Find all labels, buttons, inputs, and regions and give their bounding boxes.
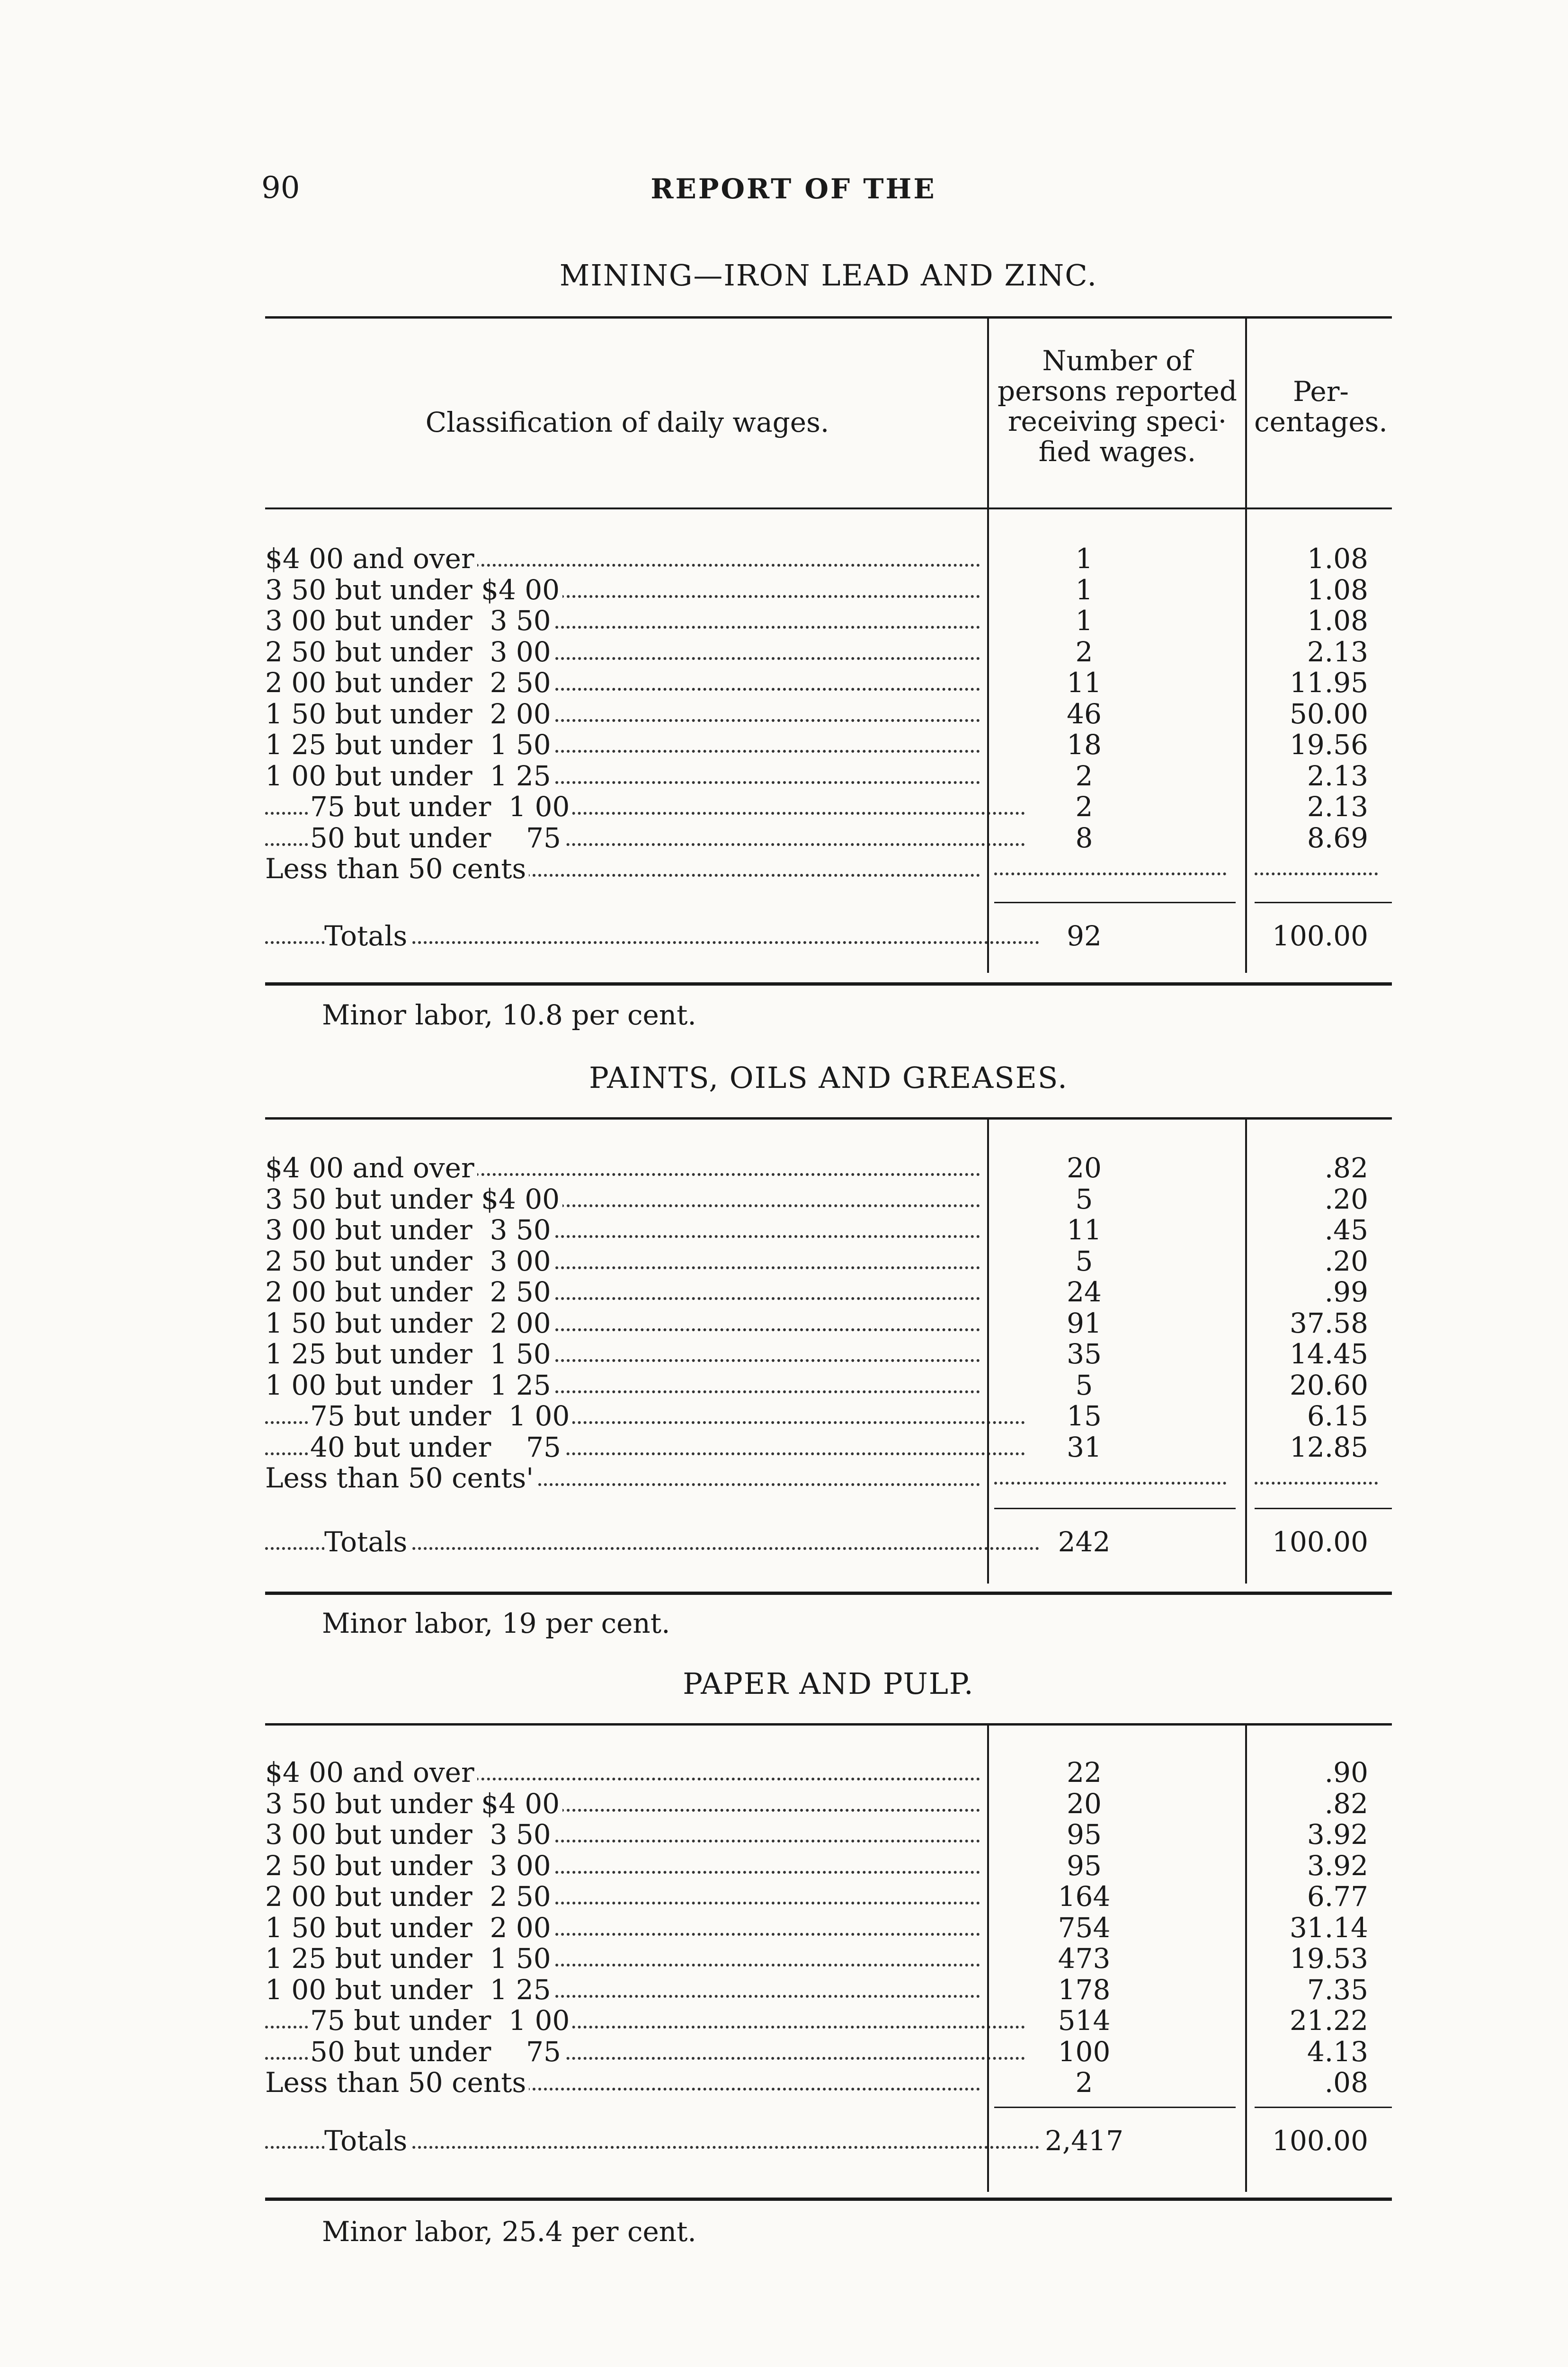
row-label	[265, 823, 1025, 854]
header-count-line: receiving speci·	[1007, 405, 1227, 437]
table-row	[265, 823, 1392, 854]
row-label-text: 1 25 but under 1 50	[265, 1339, 554, 1370]
row-label-text: 3 00 but under 3 50	[265, 605, 554, 636]
bottom-rule	[265, 982, 1392, 986]
row-label-text: 40 but under 75	[310, 1432, 564, 1463]
row-label	[265, 2037, 1025, 2067]
row-label	[265, 2067, 980, 2098]
row-count: 91	[1067, 1307, 1102, 1339]
row-percent: 3.92	[1307, 1849, 1368, 1882]
header-percent-line: centages.	[1254, 406, 1388, 438]
header-count-line: fied wages.	[1038, 436, 1196, 468]
row-label-text: 2 50 but under 3 00	[265, 637, 554, 667]
row-count: 178	[1058, 1973, 1111, 2006]
sum-line	[1255, 2107, 1392, 2108]
row-label	[265, 1881, 980, 1912]
row-label	[265, 1819, 980, 1850]
row-label-text: 50 but under 75	[310, 2037, 564, 2067]
table-row	[265, 2005, 1392, 2036]
row-count: 20	[1067, 1787, 1102, 1820]
row-percent: 1.08	[1307, 543, 1368, 575]
row-count: 1	[1075, 573, 1093, 606]
row-percent: 21.22	[1289, 2004, 1368, 2037]
minor-labor-note: Minor labor, 25.4 per cent.	[322, 2216, 696, 2248]
row-label-text: 50 but under 75	[310, 823, 564, 854]
header-percent-line: Per-	[1292, 375, 1349, 408]
total-count: 242	[1058, 1526, 1111, 1558]
row-count: 5	[1075, 1369, 1093, 1401]
empty-percent	[1255, 872, 1378, 875]
row-label-text: 1 50 but under 2 00	[265, 699, 554, 730]
table-row	[265, 699, 1392, 730]
row-count: 2	[1075, 791, 1093, 823]
row-percent: .20	[1324, 1245, 1368, 1277]
table-row	[265, 543, 1392, 574]
row-percent: 19.56	[1289, 729, 1368, 761]
row-percent: .90	[1324, 1756, 1368, 1789]
row-label-text: 1 50 but under 2 00	[265, 1913, 554, 1943]
row-label	[265, 1184, 980, 1215]
row-count: 8	[1075, 821, 1093, 854]
totals-label	[265, 1527, 1039, 1557]
row-percent: .82	[1324, 1152, 1368, 1184]
table-row	[265, 1215, 1392, 1246]
table-row	[265, 1881, 1392, 1912]
empty-count	[994, 1482, 1226, 1485]
row-percent: 6.77	[1307, 1880, 1368, 1913]
row-label-text: 3 50 but under $4 00	[265, 575, 562, 605]
table-row	[265, 1943, 1392, 1974]
totals-row	[265, 2126, 1392, 2156]
row-label-text: 75 but under 1 00	[310, 2005, 572, 2036]
row-percent: 8.69	[1307, 821, 1368, 854]
row-count: 1	[1075, 605, 1093, 637]
row-count: 100	[1058, 2035, 1111, 2068]
row-label-text: 75 but under 1 00	[310, 792, 572, 822]
minor-labor-note: Minor labor, 10.8 per cent.	[322, 999, 696, 1031]
row-count: 95	[1067, 1818, 1102, 1851]
totals-label-text: Totals	[324, 2126, 410, 2156]
row-label	[265, 1246, 980, 1277]
row-percent: .20	[1324, 1183, 1368, 1215]
table-row	[265, 667, 1392, 698]
row-percent: 3.92	[1307, 1818, 1368, 1851]
section-title: MINING—IRON LEAD AND ZINC.	[559, 258, 1098, 293]
row-label	[265, 1463, 980, 1494]
row-label-text: 2 00 but under 2 50	[265, 1277, 554, 1308]
table-row	[265, 1153, 1392, 1184]
row-count: 20	[1067, 1152, 1102, 1184]
row-label	[265, 667, 980, 698]
table-row	[265, 1184, 1392, 1215]
table-row	[265, 637, 1392, 667]
top-rule	[265, 1117, 1392, 1120]
row-percent: 20.60	[1289, 1369, 1368, 1401]
row-count: 5	[1075, 1245, 1093, 1277]
bottom-rule	[265, 1592, 1392, 1595]
row-label	[265, 1851, 980, 1881]
row-count: 164	[1058, 1880, 1111, 1913]
row-percent: 2.13	[1307, 635, 1368, 668]
row-count: 15	[1067, 1400, 1102, 1432]
table-row	[265, 1463, 1392, 1494]
header-count-line: Number of	[1042, 345, 1193, 377]
row-label	[265, 792, 1025, 822]
sum-line	[1255, 902, 1392, 903]
bottom-rule	[265, 2198, 1392, 2201]
row-percent: 4.13	[1307, 2035, 1368, 2068]
totals-row	[265, 1527, 1392, 1557]
row-label-text: 1 00 but under 1 25	[265, 1975, 554, 2005]
row-percent: 2.13	[1307, 759, 1368, 792]
row-label	[265, 1757, 980, 1788]
row-label-text: 1 00 but under 1 25	[265, 761, 554, 792]
table-row	[265, 792, 1392, 822]
total-count: 92	[1067, 920, 1102, 952]
row-label-text: Less than 50 cents'	[265, 1463, 536, 1494]
table-row	[265, 605, 1392, 636]
table-row	[265, 1246, 1392, 1277]
row-label	[265, 1370, 980, 1401]
total-percent: 100.00	[1272, 2125, 1368, 2157]
table-row	[265, 1339, 1392, 1370]
row-percent: .99	[1324, 1276, 1368, 1308]
row-percent: 2.13	[1307, 791, 1368, 823]
row-percent: 7.35	[1307, 1973, 1368, 2006]
totals-label-text: Totals	[324, 921, 410, 952]
row-count: 31	[1067, 1431, 1102, 1463]
row-count: 5	[1075, 1183, 1093, 1215]
row-count: 2	[1075, 635, 1093, 668]
row-percent: 37.58	[1289, 1307, 1368, 1339]
row-count: 473	[1058, 1942, 1111, 1975]
row-label	[265, 1913, 980, 1943]
row-percent: 19.53	[1289, 1942, 1368, 1975]
row-percent: 1.08	[1307, 573, 1368, 606]
row-label	[265, 854, 980, 884]
total-count: 2,417	[1044, 2125, 1124, 2157]
empty-percent	[1255, 1482, 1378, 1485]
table-row	[265, 730, 1392, 760]
row-count: 2	[1075, 2066, 1093, 2099]
row-label	[265, 1153, 980, 1184]
table-row	[265, 1277, 1392, 1308]
row-label-text: $4 00 and over	[265, 1153, 477, 1184]
row-label	[265, 1943, 980, 1974]
top-rule	[265, 1723, 1392, 1726]
row-count: 22	[1067, 1756, 1102, 1789]
row-label-text: 3 00 but under 3 50	[265, 1215, 554, 1246]
row-label	[265, 605, 980, 636]
row-label-text: 2 00 but under 2 50	[265, 667, 554, 698]
row-label-text: 1 25 but under 1 50	[265, 730, 554, 760]
row-label	[265, 1339, 980, 1370]
row-count: 2	[1075, 759, 1093, 792]
row-percent: 1.08	[1307, 605, 1368, 637]
row-label	[265, 1215, 980, 1246]
row-count: 11	[1067, 667, 1102, 699]
section-title: PAINTS, OILS AND GREASES.	[589, 1060, 1068, 1095]
row-count: 1	[1075, 543, 1093, 575]
row-count: 24	[1067, 1276, 1102, 1308]
row-count: 18	[1067, 729, 1102, 761]
totals-row	[265, 921, 1392, 952]
sum-line	[994, 2107, 1236, 2108]
table-row	[265, 1819, 1392, 1850]
row-count: 11	[1067, 1214, 1102, 1246]
row-label	[265, 543, 980, 574]
sum-line	[994, 902, 1236, 903]
row-label-text: Less than 50 cents	[265, 854, 529, 884]
row-label-text: 1 00 but under 1 25	[265, 1370, 554, 1401]
totals-label-text: Totals	[324, 1527, 410, 1557]
row-count: 754	[1058, 1911, 1111, 1944]
table-row	[265, 1370, 1392, 1401]
header-classification: Classification of daily wages.	[425, 406, 829, 438]
table-row	[265, 1789, 1392, 1819]
row-percent: .82	[1324, 1787, 1368, 1820]
table-row	[265, 575, 1392, 605]
section-title: PAPER AND PULP.	[683, 1666, 974, 1701]
row-label-text: 3 00 but under 3 50	[265, 1819, 554, 1850]
row-count: 46	[1067, 697, 1102, 730]
minor-labor-note: Minor labor, 19 per cent.	[322, 1607, 670, 1639]
row-label	[265, 699, 980, 730]
row-label	[265, 730, 980, 760]
table-row	[265, 1851, 1392, 1881]
row-percent: .45	[1324, 1214, 1368, 1246]
header-count-line: persons reported	[998, 375, 1237, 407]
row-label	[265, 2005, 1025, 2036]
header-rule	[265, 507, 1392, 509]
header-percent	[1250, 376, 1392, 437]
table-row	[265, 1308, 1392, 1339]
row-label-text: $4 00 and over	[265, 1757, 477, 1788]
row-percent: 31.14	[1289, 1911, 1368, 1944]
row-label-text: 3 50 but under $4 00	[265, 1789, 562, 1819]
row-label-text: 2 50 but under 3 00	[265, 1246, 554, 1277]
row-label-text: $4 00 and over	[265, 543, 477, 574]
empty-count	[994, 872, 1226, 875]
row-percent: 6.15	[1307, 1400, 1368, 1432]
table-row	[265, 1757, 1392, 1788]
sum-line	[994, 1508, 1236, 1509]
row-label	[265, 637, 980, 667]
header-count	[989, 346, 1245, 467]
table-row	[265, 1401, 1392, 1432]
row-percent: 11.95	[1289, 667, 1368, 699]
row-percent: 50.00	[1289, 697, 1368, 730]
row-count: 514	[1058, 2004, 1111, 2037]
row-label-text: 75 but under 1 00	[310, 1401, 572, 1432]
totals-label	[265, 2126, 1039, 2156]
row-label	[265, 575, 980, 605]
table-row	[265, 1432, 1392, 1463]
row-percent: .08	[1324, 2066, 1368, 2099]
row-label	[265, 1975, 980, 2005]
table-row	[265, 2037, 1392, 2067]
top-rule	[265, 316, 1392, 319]
running-head: REPORT OF THE	[650, 173, 936, 205]
row-label-text: 1 50 but under 2 00	[265, 1308, 554, 1339]
row-label	[265, 1401, 1025, 1432]
row-label-text: 3 50 but under $4 00	[265, 1184, 562, 1215]
table-row	[265, 761, 1392, 792]
table-row	[265, 854, 1392, 884]
page-number: 90	[261, 170, 300, 205]
row-label-text: 2 00 but under 2 50	[265, 1881, 554, 1912]
row-label	[265, 1277, 980, 1308]
row-percent: 12.85	[1289, 1431, 1368, 1463]
row-label	[265, 1308, 980, 1339]
row-label	[265, 1789, 980, 1819]
table-row	[265, 1913, 1392, 1943]
row-label-text: 1 25 but under 1 50	[265, 1943, 554, 1974]
table-row	[265, 2067, 1392, 2098]
sum-line	[1255, 1508, 1392, 1509]
total-percent: 100.00	[1272, 920, 1368, 952]
row-label	[265, 1432, 1025, 1463]
row-label-text: Less than 50 cents	[265, 2067, 529, 2098]
totals-label	[265, 921, 1039, 952]
row-percent: 14.45	[1289, 1338, 1368, 1370]
table-row	[265, 1975, 1392, 2005]
row-count: 35	[1067, 1338, 1102, 1370]
total-percent: 100.00	[1272, 1526, 1368, 1558]
row-count: 95	[1067, 1849, 1102, 1882]
row-label-text: 2 50 but under 3 00	[265, 1851, 554, 1881]
row-label	[265, 761, 980, 792]
